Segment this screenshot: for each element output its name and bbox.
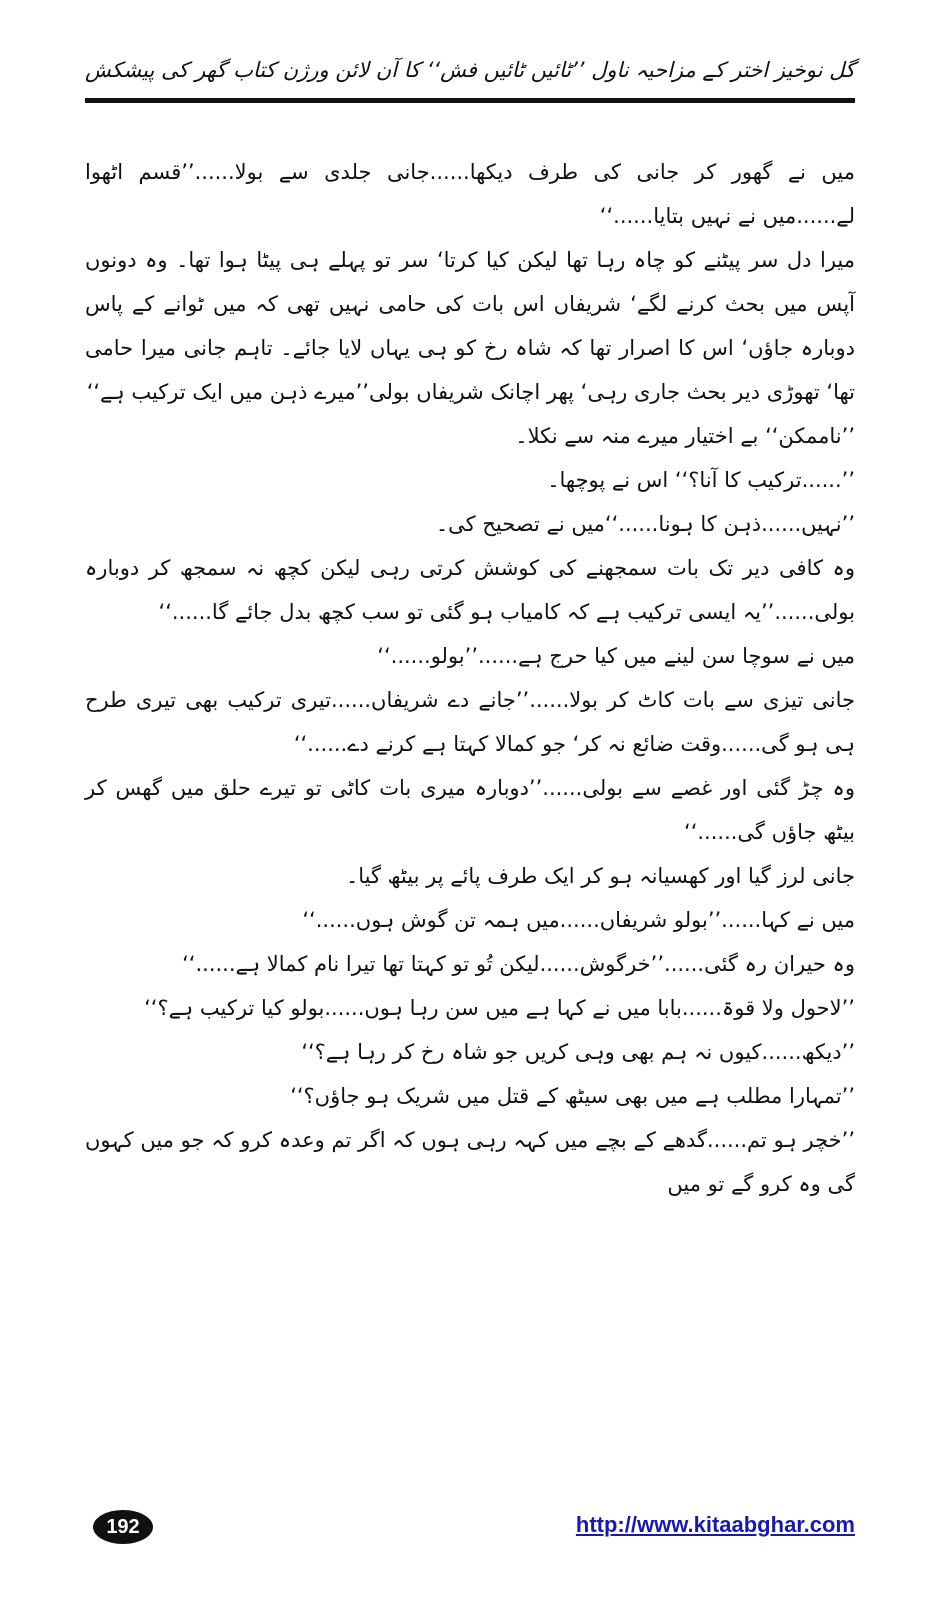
paragraph: وہ چڑ گئی اور غصے سے بولی......’’دوبارہ میری بات کاٹی تو تیرے حلق میں گھس کر بیٹھ جاؤں گی......‘‘ <box>85 776 855 844</box>
running-title: گل نوخیز اختر کے مزاحیہ ناول ’’ٹائیں ٹائیں فش‘‘ کا آن لائن ورژن <box>282 58 855 82</box>
paragraph: میں نے گھور کر جانی کی طرف دیکھا......جانی جلدی سے بولا......’’قسم اٹھوا لے......میں نے نہیں بتایا......‘‘ <box>85 160 855 228</box>
paragraph: وہ حیران رہ گئی......’’خرگوش......لیکن تُو تو کہتا تھا تیرا نام کمالا ہے......‘‘ <box>182 952 855 976</box>
paragraph: ’’دیکھ......کیوں نہ ہم بھی وہی کریں جو شاہ رخ کر رہا ہے؟‘‘ <box>301 1040 855 1064</box>
paragraph: میرا دل سر پیٹنے کو چاہ رہا تھا لیکن کیا کرتا‘ سر تو پہلے ہی پیٹا ہوا تھا۔ وہ دونوں آپس میں بحث کرنے لگے‘ شریفاں اس بات کی حامی نہیں تھی کہ میں ٹوانے کے پاس دوبارہ جاؤں‘ اس کا اصرار تھا کہ شاہ رخ کو ہی یہاں لایا جائے۔ تاہم جانی میرا حامی تھا‘ تھوڑی دیر بحث جاری رہی‘ پھر اچانک شریفاں بولی’’میرے ذہن میں ایک ترکیب ہے‘‘ <box>85 248 855 404</box>
paragraph: وہ کافی دیر تک بات سمجھنے کی کوشش کرتی رہی لیکن کچھ نہ سمجھ کر دوبارہ بولی......’’یہ ایسی ترکیب ہے کہ کامیاب ہو گئی تو سب کچھ بدل جائے گا......‘‘ <box>85 556 855 624</box>
paragraph: ’’نہیں......ذہن کا ہونا......‘‘میں نے تصحیح کی۔ <box>435 512 855 536</box>
paragraph: جانی تیزی سے بات کاٹ کر بولا......’’جانے دے شریفاں......تیری ترکیب بھی تیری طرح ہی ہو گی......وقت ضائع نہ کر‘ جو کمالا کہتا ہے کرنے دے......‘‘ <box>85 688 855 756</box>
publisher-brand: کتاب گھر کی پیشکش <box>85 58 276 82</box>
paragraph: ’’ناممکن‘‘ بے اختیار میرے منہ سے نکلا۔ <box>515 424 855 448</box>
page-footer <box>85 1510 855 1550</box>
header-divider <box>85 98 855 103</box>
paragraph: ’’خچر ہو تم......گدھے کے بچے میں کہہ رہی ہوں کہ اگر تم وعدہ کرو کہ جو میں کہوں گی وہ کرو گے تو میں <box>85 1128 855 1196</box>
page-number-badge: 192 <box>93 1510 153 1544</box>
page-header <box>85 50 855 100</box>
paragraph: ’’......ترکیب کا آنا؟‘‘ اس نے پوچھا۔ <box>547 468 855 492</box>
website-link[interactable]: http://www.kitaabghar.com <box>575 1512 855 1537</box>
paragraph: میں نے سوچا سن لینے میں کیا حرج ہے......’’بولو......‘‘ <box>377 644 855 668</box>
paragraph: ’’لاحول ولا قوۃ......بابا میں نے کہا ہے میں سن رہا ہوں......بولو کیا ترکیب ہے؟‘‘ <box>144 996 855 1020</box>
paragraph: میں نے کہا......’’بولو شریفاں......میں ہمہ تن گوش ہوں......‘‘ <box>302 908 855 932</box>
paragraph: ’’تمہارا مطلب ہے میں بھی سیٹھ کے قتل میں شریک ہو جاؤں؟‘‘ <box>290 1084 855 1108</box>
page-body <box>85 150 855 1206</box>
paragraph: جانی لرز گیا اور کھسیانہ ہو کر ایک طرف پائے پر بیٹھ گیا۔ <box>345 864 855 888</box>
